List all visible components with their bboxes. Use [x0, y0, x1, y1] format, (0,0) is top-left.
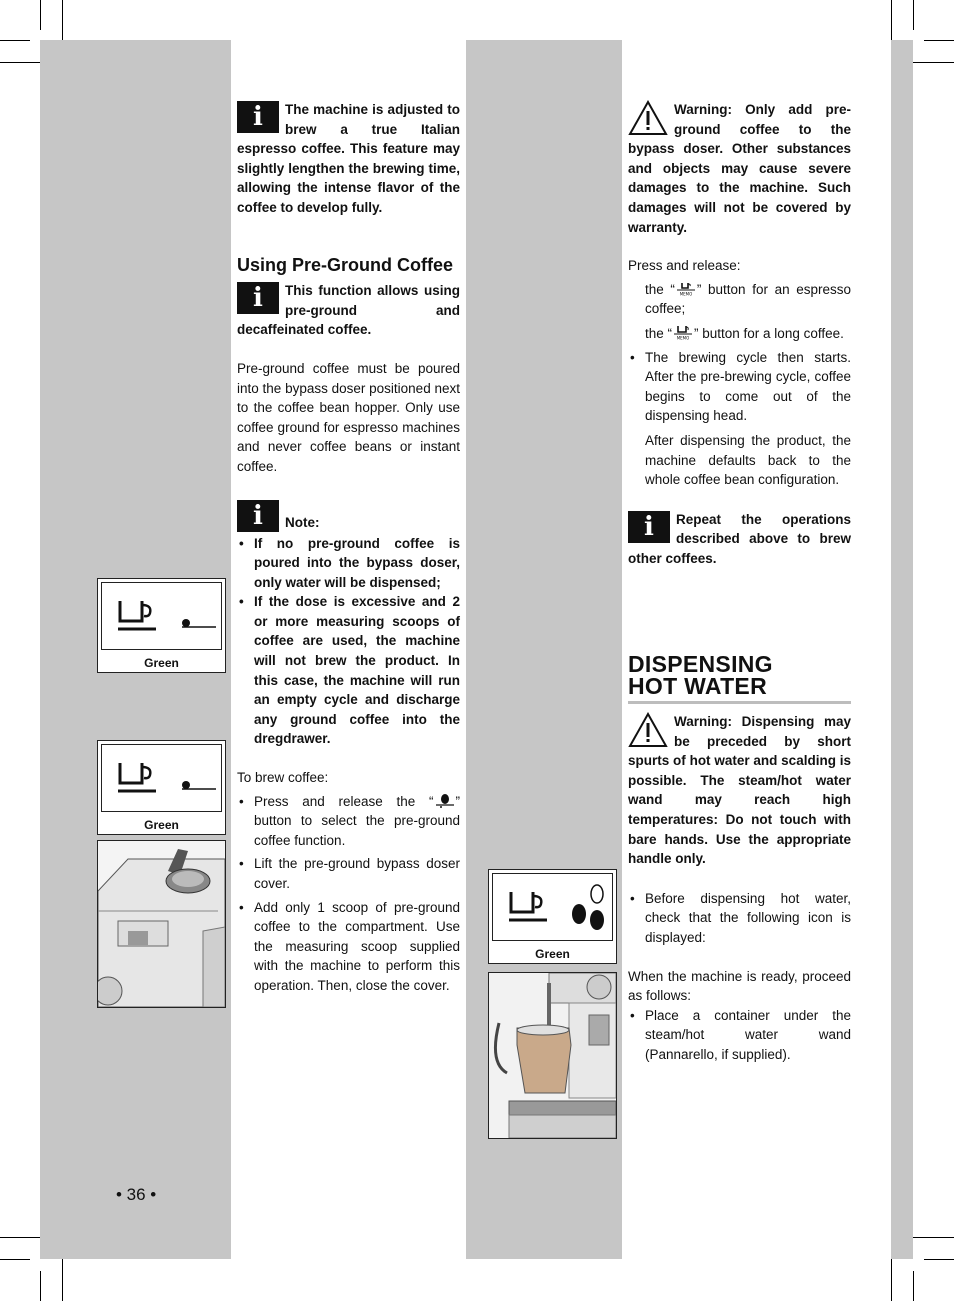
- press-release-label: Press and release:: [628, 258, 741, 274]
- info-icon: i: [237, 500, 279, 532]
- warning-icon: [628, 100, 668, 136]
- cup-display-icon: [102, 583, 220, 649]
- info-block-decaf: [237, 281, 460, 340]
- note-label: Note:: [285, 514, 320, 530]
- crop-mark: [924, 1259, 954, 1260]
- display-panel-1: [97, 578, 226, 673]
- section-heading-hot-water: DISPENSING HOT WATER: [628, 653, 851, 704]
- info-text: Repeat the operations described above to brew other coffees.: [628, 511, 851, 566]
- list-item: • Before dispensing hot water, check that the following icon is displayed:: [628, 889, 851, 948]
- left-text-column: [237, 100, 460, 996]
- ready-paragraph: When the machine is ready, proceed as follows:: [628, 968, 851, 1004]
- info-icon: i: [237, 282, 279, 314]
- section-heading-pre-ground: Using Pre-Ground Coffee: [237, 254, 454, 275]
- display-screen: [101, 744, 222, 812]
- display-screen: [101, 582, 222, 650]
- svg-text:MEMO: MEMO: [679, 291, 693, 296]
- machine-illustration: [98, 841, 225, 1007]
- crop-mark: [924, 40, 954, 41]
- cup-display-icon: [102, 745, 220, 811]
- right-gray-band: [891, 40, 913, 1259]
- right-text-column: [628, 100, 851, 568]
- crop-mark: [40, 0, 41, 30]
- crop-mark: [913, 0, 914, 30]
- wand-illustration: [489, 973, 616, 1138]
- crop-mark: [913, 1271, 914, 1301]
- warning-text: Warning: Only add pre-ground coffee to the bypass doser. Other substances and objects may cause severe damages to the machine. Such damages will not be covered by warranty.: [628, 102, 851, 235]
- cup-beans-display-icon: [493, 874, 611, 940]
- espresso-instruction: the “ MEMO ” button for an espresso coffee;: [645, 281, 851, 317]
- warning-block-bypass: [628, 100, 851, 237]
- display-color-label: Green: [144, 656, 179, 670]
- list-item: • The brewing cycle then starts. After the pre-brewing cycle, coffee begins to come out of the dispensing head.: [628, 348, 851, 426]
- hot-water-section: [628, 653, 851, 1065]
- page-number: • 36 •: [116, 1185, 157, 1204]
- paragraph-bypass-doser: Pre-ground coffee must be poured into the bypass doser positioned next to the coffee bean hopper. Only use coffee ground for espresso machines and never coffee beans or instant coffee.: [237, 360, 460, 474]
- long-coffee-memo-button-icon: [672, 326, 694, 340]
- hot-water-wand-photo: [488, 972, 617, 1139]
- warning-block-hot-water: [628, 712, 851, 869]
- list-item: • Add only 1 scoop of pre-ground coffee to the compartment. Use the measuring scoop supplied with the machine to perform this operation. Then, close the cover.: [237, 898, 460, 996]
- crop-mark: [0, 1259, 30, 1260]
- info-text: The machine is adjusted to brew a true Italian espresso coffee. This feature may slightly lengthen the brewing time, allowing the intense flavor of the coffee to develop fully.: [237, 102, 460, 215]
- list-item: • If the dose is excessive and 2 or more measuring scoops of coffee are used, the machine will not brew the product. In this case, the machine will run an empty cycle and discharge any ground coffee into the dregdrawer.: [237, 592, 460, 749]
- display-color-label: Green: [535, 947, 570, 961]
- list-item: • Lift the pre-ground bypass doser cover.: [237, 854, 460, 893]
- warning-icon: [628, 712, 668, 748]
- machine-bypass-doser-photo: [97, 840, 226, 1008]
- espresso-memo-button-icon: [675, 282, 697, 296]
- crop-mark: [0, 40, 30, 41]
- info-block-repeat: [628, 510, 851, 569]
- list-item: • Place a container under the steam/hot water wand (Pannarello, if supplied).: [628, 1006, 851, 1065]
- display-color-label: Green: [144, 818, 179, 832]
- pre-ground-coffee-button-icon: [434, 794, 456, 808]
- info-icon: i: [237, 101, 279, 133]
- list-item: • Press and release the “ ” button to select the pre-ground coffee function.: [237, 792, 460, 851]
- display-screen: [492, 873, 613, 941]
- display-panel-2: [97, 740, 226, 835]
- svg-text:MEMO: MEMO: [676, 335, 690, 340]
- crop-mark: [40, 1271, 41, 1301]
- list-item: • If no pre-ground coffee is poured into the bypass doser, only water will be dispensed;: [237, 534, 460, 593]
- info-icon: i: [628, 511, 670, 543]
- warning-text: Warning: Dispensing may be preceded by short spurts of hot water and scalding is possible. The steam/hot water wand may reach high temperatures: Do not touch with bare hands. Use the appropriate handle only.: [628, 714, 851, 867]
- to-brew-label: To brew coffee:: [237, 770, 329, 786]
- note-block: [237, 499, 460, 750]
- info-block-espresso: [237, 100, 460, 218]
- long-coffee-instruction: the “ MEMO ” button for a long coffee.: [645, 325, 844, 341]
- display-panel-3: [488, 869, 617, 964]
- after-dispensing-paragraph: After dispensing the product, the machine defaults back to the whole coffee bean configuration.: [645, 432, 851, 488]
- info-text: This function allows using pre-ground and decaffeinated coffee.: [237, 283, 460, 338]
